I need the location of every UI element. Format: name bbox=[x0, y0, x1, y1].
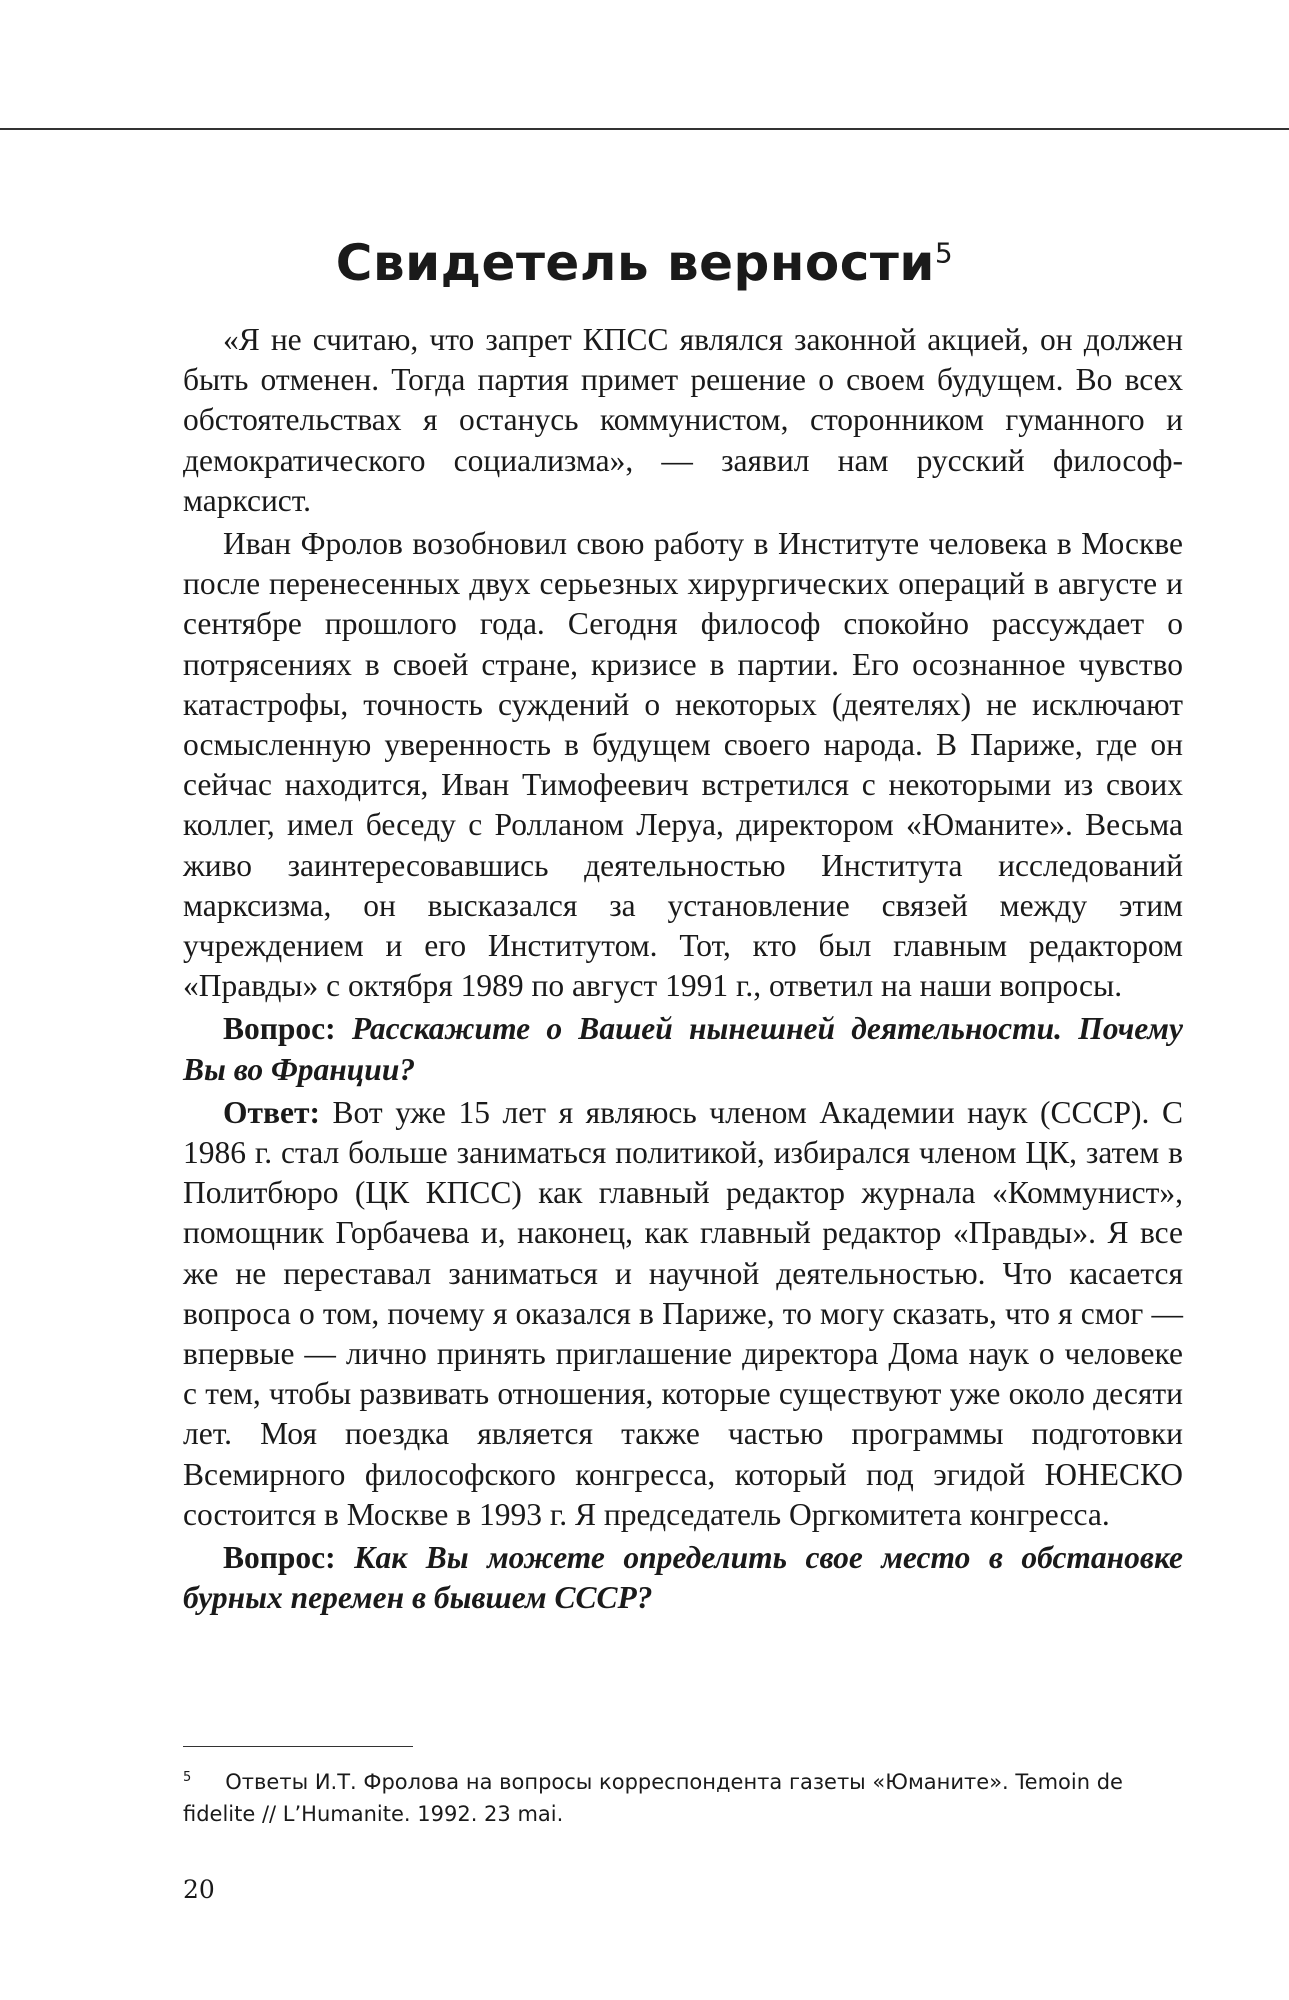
question-text: Как Вы можете определить свое место в обстановке бурных перемен в бывшем СССР? bbox=[183, 1540, 1183, 1616]
question-2 bbox=[183, 1538, 1183, 1618]
page-number: 20 bbox=[183, 1875, 215, 1904]
footnote-text: Ответы И.Т. Фролова на вопросы корреспондента газеты «Юманите». Temoin de fidelite // L’Humanite. 1992. 23 mai. bbox=[183, 1770, 1123, 1826]
title-footnote-marker: 5 bbox=[934, 236, 954, 270]
question-label: Вопрос: bbox=[223, 1540, 336, 1576]
page-title bbox=[0, 236, 1289, 291]
footnote bbox=[183, 1762, 1183, 1830]
question-1 bbox=[183, 1009, 1183, 1089]
header-rule bbox=[0, 128, 1289, 130]
answer-text: Вот уже 15 лет я являюсь членом Академии наук (СССР). С 1986 г. стал больше заниматься политикой, избирался членом ЦК, затем в Политбюро (ЦК КПСС) как главный редактор журнала «Коммунист», помощник Горбачева и, наконец, как главный редактор «Правды». Я все же не переставал заниматься и научной деятельностью. Что касается вопроса о том, почему я оказался в Париже, то могу сказать, что я смог — впервые — лично принять приглашение директора Дома наук о человеке с тем, чтобы развивать отношения, которые существуют уже около десяти лет. Моя поездка является также частью программы подготовки Всемирного философского конгресса, который под эгидой ЮНЕСКО состоится в Москве в 1993 г. Я председатель Оргкомитета конгресса. bbox=[183, 1094, 1184, 1532]
question-label: Вопрос: bbox=[223, 1011, 336, 1047]
answer-1 bbox=[183, 1093, 1183, 1535]
question-text: Расскажите о Вашей нынешней деятельности. Почему Вы во Франции? bbox=[183, 1011, 1183, 1087]
footnote-marker: 5 bbox=[183, 1770, 192, 1785]
paragraph-intro: Иван Фролов возобновил свою работу в Институте человека в Москве после перенесенных двух серьезных хирургических операций в августе и сентябре прошлого года. Сегодня философ спокойно рассуждает о потрясениях в своей стране, кризисе в партии. Его осознанное чувство катастрофы, точность суждений о некоторых (деятелях) не исключают осмысленную уверенность в будущем своего народа. В Париже, где он сейчас находится, Иван Тимофеевич встретился с некоторыми из своих коллег, имел беседу с Ролланом Леруа, директором «Юманите». Весьма живо заинтересовавшись деятельностью Института исследований марксизма, он высказался за установление связей между этим учреждением и его Институтом. Тот, кто был главным редактором «Правды» с октября 1989 по август 1991 г., ответил на наши вопросы. bbox=[183, 526, 1183, 1004]
title-text: Свидетель верности bbox=[335, 234, 935, 292]
footnote-rule bbox=[183, 1746, 413, 1747]
answer-label: Ответ: bbox=[223, 1094, 320, 1130]
article-body bbox=[183, 320, 1183, 1619]
paragraph-quote: «Я не считаю, что запрет КПСС являлся законной акцией, он должен быть отменен. Тогда партия примет решение о своем будущем. Во всех обстоятельствах я останусь коммунистом, сторонником гуманного и демократического социализма», — заявил нам русский философ-марксист. bbox=[183, 322, 1183, 518]
